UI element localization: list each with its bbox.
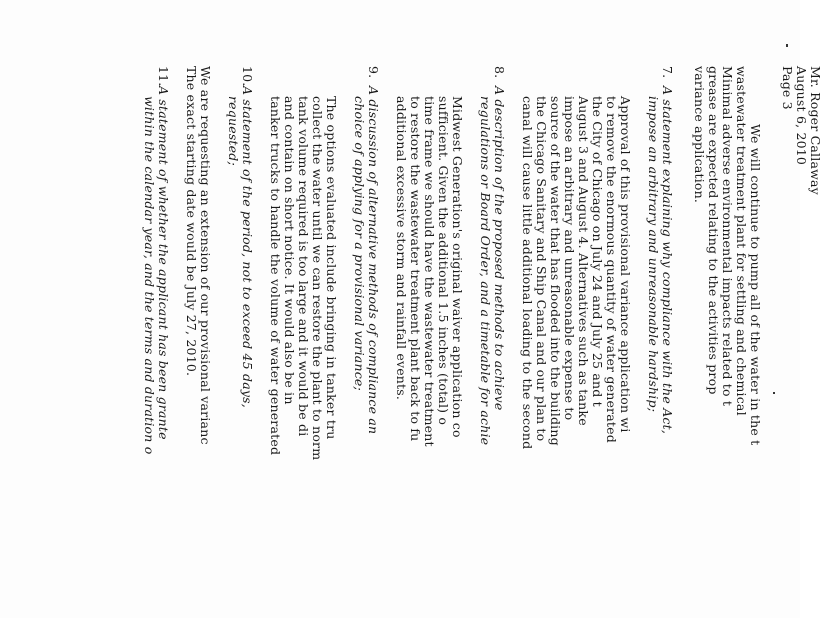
body-line: The options evaluated include bringing in tanker tru (324, 96, 339, 440)
body-line: August 3 and August 4. Alternatives such as tanke (576, 96, 591, 426)
item-heading: A statement of the period, not to exceed 45 days, (240, 86, 255, 408)
item-heading-cont: requested; (226, 96, 241, 166)
scan-speck (786, 44, 788, 47)
intro-line: We will continue to pump all of the water in the t (748, 124, 763, 446)
item-9 (268, 66, 380, 626)
body-line: Approval of this provisional variance application wi (618, 96, 633, 433)
item-number: 9. (366, 66, 381, 79)
body-line: collect the water until we can restore the plant to norm (310, 96, 325, 461)
item-heading-cont: within the calendar year, and the terms and duration o (142, 96, 157, 455)
item-body (184, 66, 212, 626)
item-heading-cont: regulations or Board Order, and a timetable for achie (478, 96, 493, 446)
header-page: Page 3 (780, 66, 795, 110)
intro-line: grease are expected relating to the activities prop (706, 66, 721, 395)
document-text (142, 66, 822, 626)
body-line: Midwest Generation's original waiver application co (450, 96, 465, 438)
header-date: August 6, 2010 (794, 66, 809, 166)
item-heading: A statement of whether the applicant has been grante (156, 86, 171, 440)
body-line: and contain on short notice. It would also be in (282, 96, 297, 405)
item-8 (394, 66, 506, 626)
item-heading: A discussion of alternative methods of compliance an (366, 86, 381, 435)
body-line: We are requesting an extension of our provisional varianc (198, 66, 213, 445)
intro-line: variance application. (692, 66, 707, 204)
item-body (268, 66, 338, 626)
body-line: impose an arbitrary and unreasonable expense to (562, 96, 577, 421)
item-heading-cont: impose an arbitrary and unreasonable hardship; (646, 96, 661, 413)
item-11 (142, 66, 170, 626)
intro-paragraph (748, 66, 762, 626)
item-heading-cont: choice of applying for a provisional variance; (352, 96, 367, 391)
body-line: the Chicago Sanitary and Ship Canal and our plan to (534, 96, 549, 442)
intro-line: Minimal adverse environmental impacts related to t (720, 66, 735, 407)
body-line: tanker trucks to handle the volume of water generated (268, 96, 283, 456)
body-line: tank volume required is too large and it would be di (296, 96, 311, 437)
item-7 (520, 66, 674, 626)
item-number: 11. (156, 66, 171, 87)
body-line: to restore the wastewater treatment plant back to fu (408, 96, 423, 442)
body-line: The exact starting date would be July 27, 2010. (184, 66, 199, 377)
item-heading: A description of the proposed methods to achieve (492, 86, 507, 411)
body-line: to remove the enormous quantity of water generated (604, 96, 619, 443)
body-line: time frame we should have the wastewater treatment (422, 96, 437, 447)
item-number: 10. (240, 66, 255, 87)
body-line: source of the water that has flooded into the building (548, 96, 563, 446)
item-body (520, 66, 632, 626)
header-recipient: Mr. Roger Callaway (808, 66, 823, 195)
body-line: the City of Chicago on July 24 and July 25 and t (590, 96, 605, 407)
scan-speck (773, 392, 775, 394)
item-body (394, 66, 464, 626)
intro-line: wastewater treatment plant for settling and chemical (734, 66, 749, 416)
intro-paragraph-cont (692, 66, 748, 626)
body-line: canal will cause little additional loading to the second (520, 96, 535, 450)
item-number: 7. (660, 66, 675, 79)
item-heading: A statement explaining why compliance with the Act, (660, 86, 675, 435)
body-line: additional excessive storm and rainfall events. (394, 96, 409, 401)
letter-header (780, 66, 822, 626)
item-10 (184, 66, 254, 626)
item-number: 8. (492, 66, 507, 79)
body-line: sufficient. Given the additional 1.5 inches (total) o (436, 96, 451, 426)
